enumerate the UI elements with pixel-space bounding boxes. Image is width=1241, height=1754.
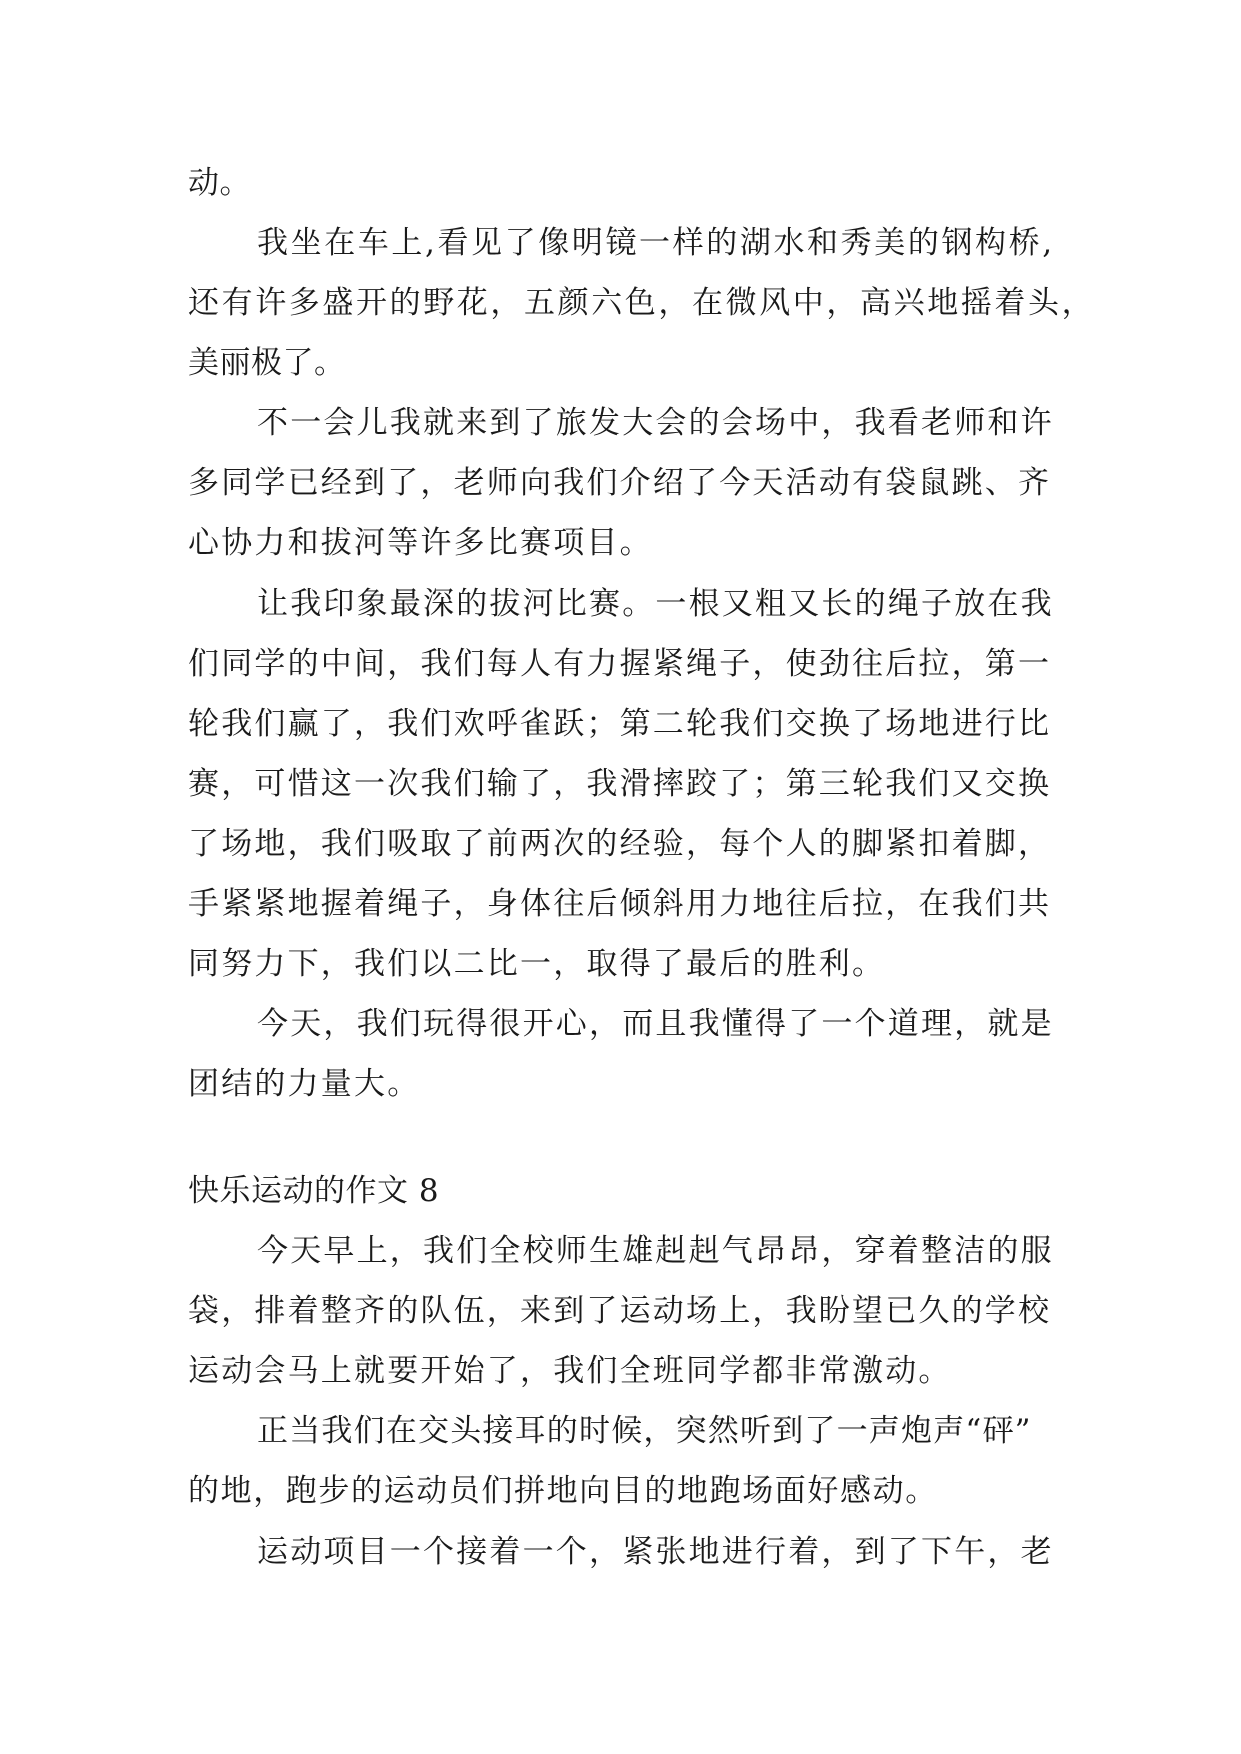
- text-line: 赛，可惜这一次我们输了，我滑摔跤了；第三轮我们又交换: [188, 766, 1052, 802]
- text-line: 美丽极了。: [188, 345, 346, 381]
- text-line: 同努力下，我们以二比一，取得了最后的胜利。: [188, 946, 886, 982]
- text-line: 的地，跑步的运动员们拼地向目的地跑场面好感动。: [188, 1473, 938, 1509]
- text-line: 正当我们在交头接耳的时候，突然听到了一声炮声“砰”: [257, 1413, 1032, 1449]
- text-line: 还有许多盛开的野花，五颜六色，在微风中，高兴地摇着头，: [188, 285, 1096, 321]
- text-line: 今天，我们玩得很开心，而且我懂得了一个道理，就是: [257, 1006, 1054, 1042]
- text-line: 了场地，我们吸取了前两次的经验，每个人的脚紧扣着脚，: [188, 826, 1052, 862]
- text-line: 心协力和拔河等许多比赛项目。: [188, 525, 653, 561]
- text-line: 袋，排着整齐的队伍，来到了运动场上，我盼望已久的学校: [188, 1293, 1052, 1329]
- text-line: 们同学的中间，我们每人有力握紧绳子，使劲往后拉，第一: [188, 646, 1052, 682]
- text-line: 多同学已经到了，老师向我们介绍了今天活动有袋鼠跳、齐: [188, 465, 1052, 501]
- text-line: 让我印象最深的拔河比赛。一根又粗又长的绳子放在我: [257, 586, 1054, 622]
- text-line: 运动会马上就要开始了，我们全班同学都非常激动。: [188, 1353, 952, 1389]
- text-line: 动。: [188, 165, 251, 201]
- text-line: 团结的力量大。: [188, 1066, 421, 1102]
- text-line: 运动项目一个接着一个，紧张地进行着，到了下午，老: [257, 1534, 1054, 1570]
- text-line: 不一会儿我就来到了旅发大会的会场中，我看老师和许: [257, 405, 1054, 441]
- text-line: 今天早上，我们全校师生雄赳赳气昂昂，穿着整洁的服: [257, 1233, 1054, 1269]
- text-line: 我坐在车上,看见了像明镜一样的湖水和秀美的钢构桥,: [257, 225, 1055, 261]
- section-heading: 快乐运动的作文 8: [188, 1173, 440, 1209]
- text-line: 手紧紧地握着绳子，身体往后倾斜用力地往后拉，在我们共: [188, 886, 1052, 922]
- text-line: 轮我们赢了，我们欢呼雀跃；第二轮我们交换了场地进行比: [188, 706, 1052, 742]
